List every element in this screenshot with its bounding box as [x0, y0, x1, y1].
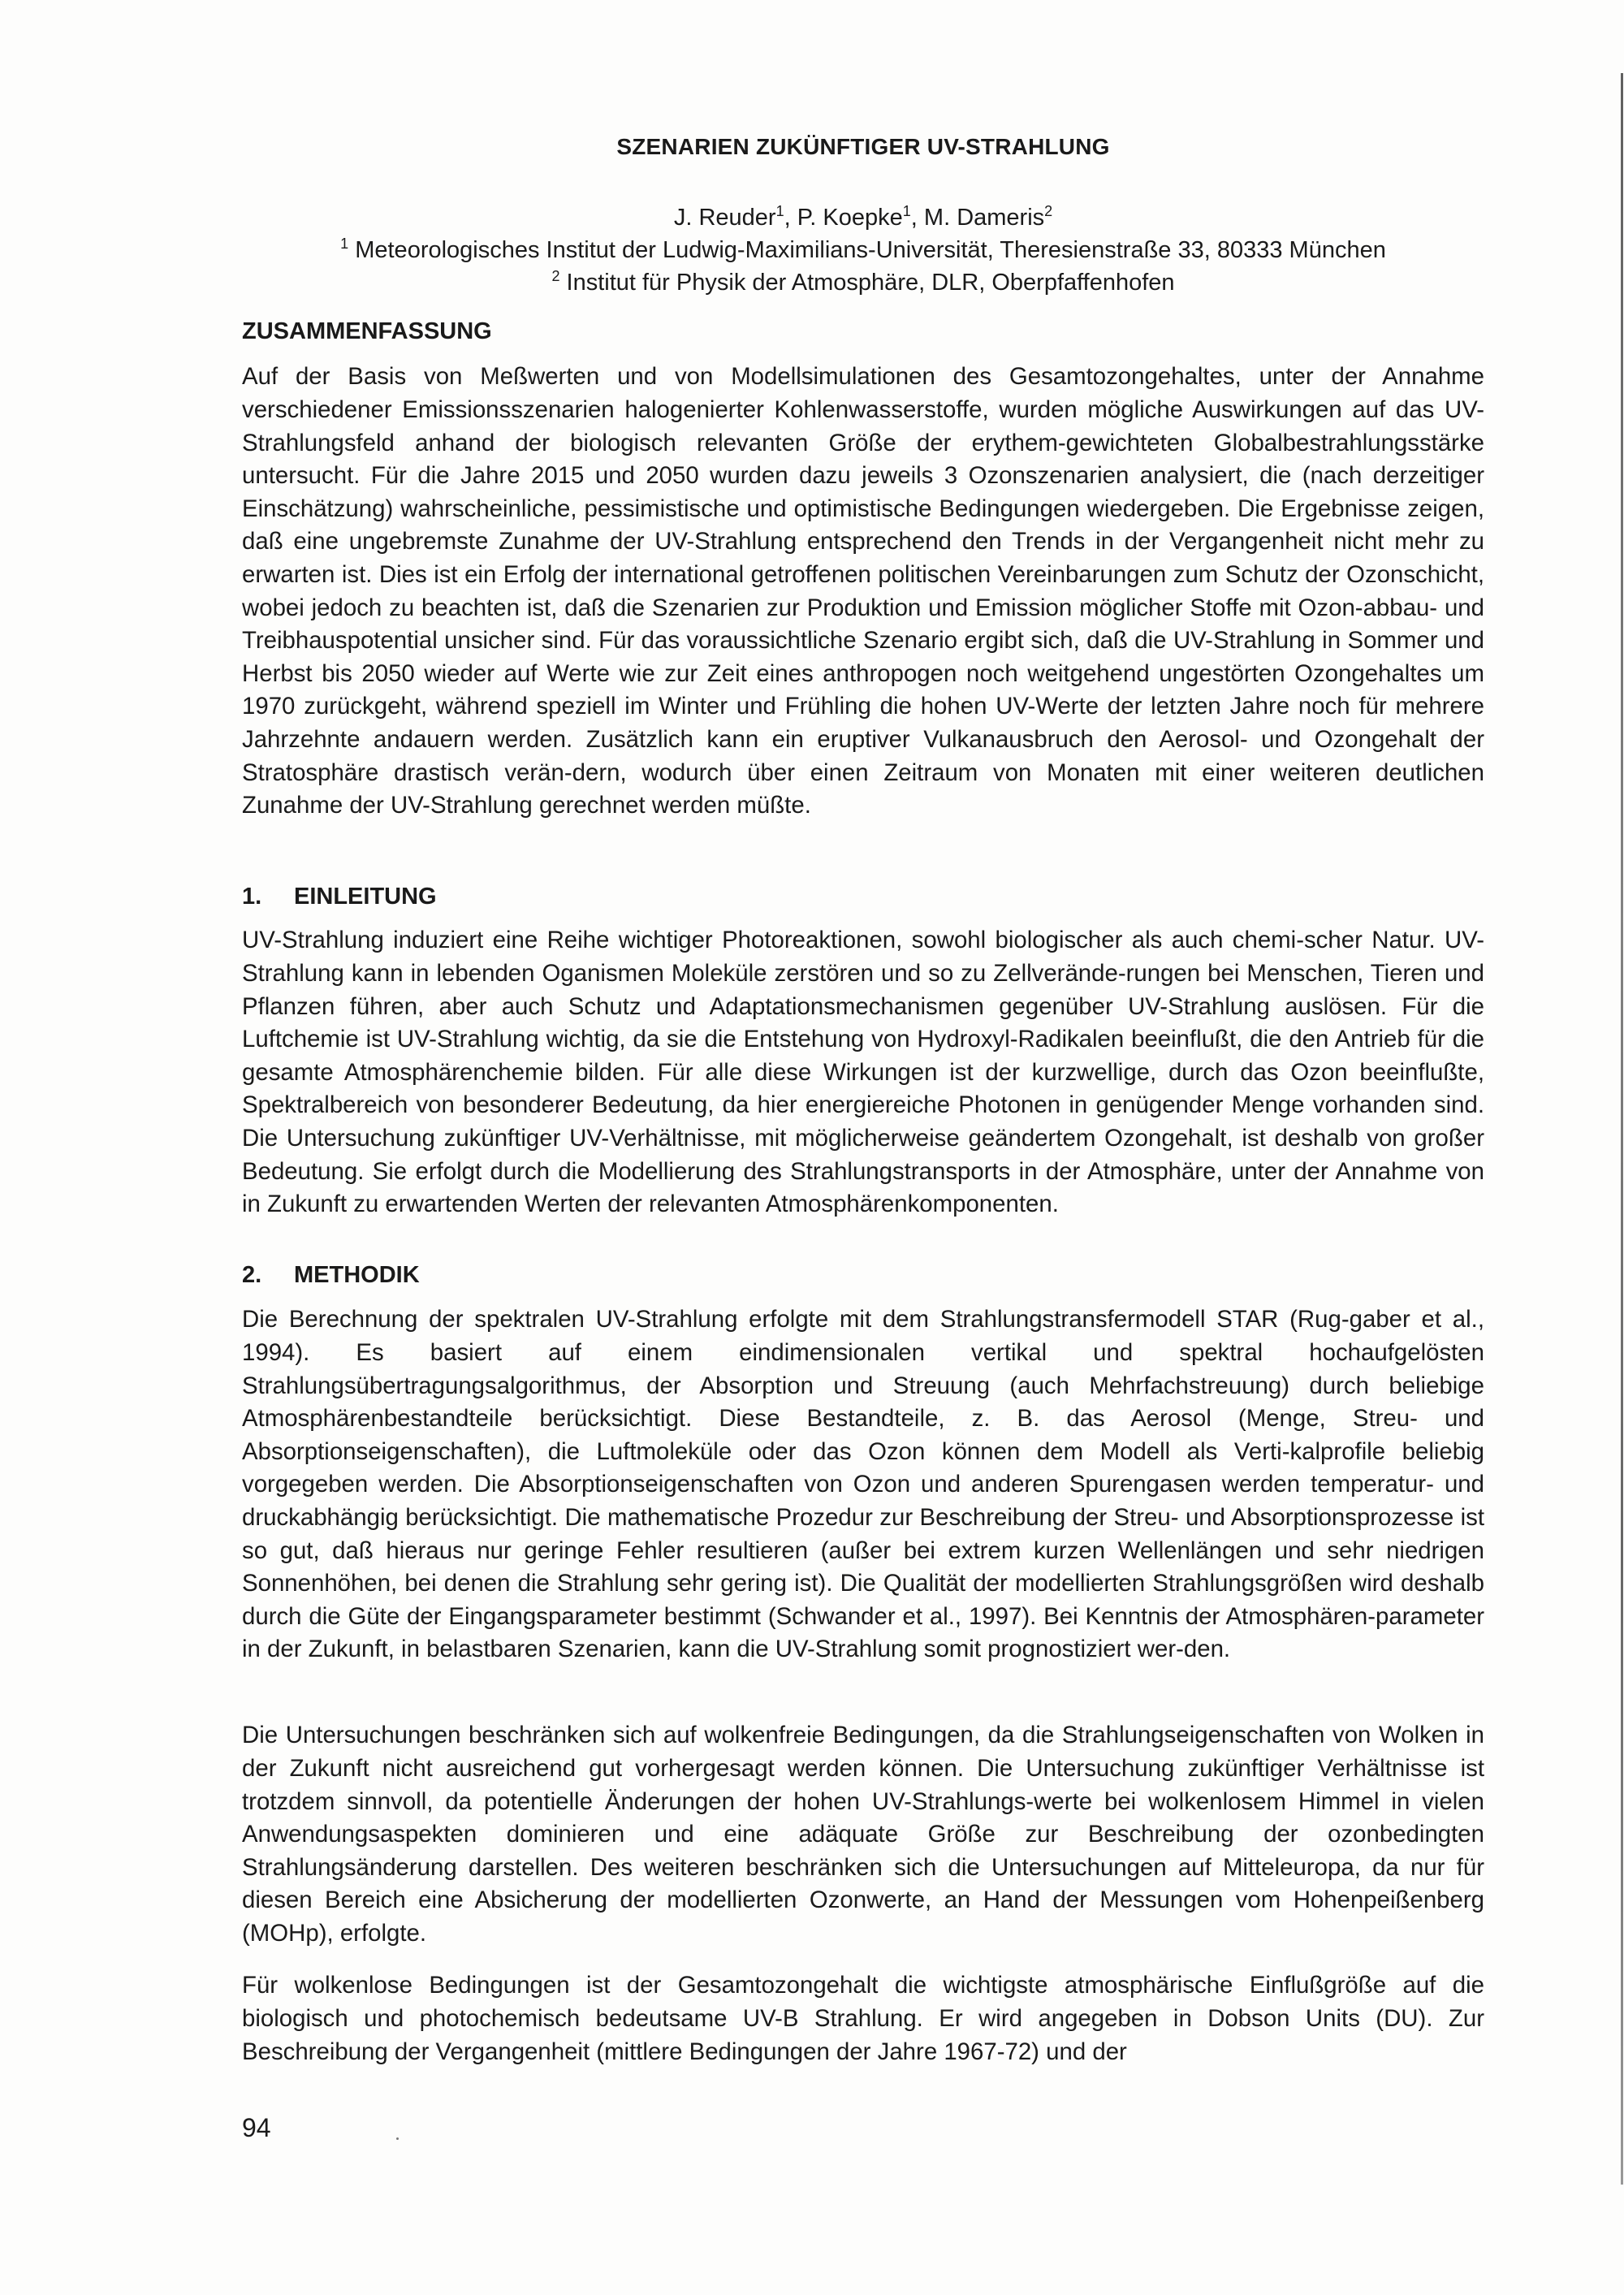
affiliation-text: Meteorologisches Institut der Ludwig-Maximilians-Universität, Theresienstraße 33, 80333 München	[355, 237, 1386, 263]
author-line: J. Reuder$^1$, P. Koepke$^1$, M. Dameris$^2$	[673, 203, 1053, 231]
author-name: P. Koepke	[797, 205, 903, 231]
affiliation-2	[242, 266, 1484, 299]
section-title: METHODIK	[294, 1262, 420, 1288]
page-number: 94	[242, 2113, 271, 2142]
section-heading	[242, 880, 437, 913]
affiliation-sup: 1	[340, 236, 349, 252]
affiliation-sup: 2	[551, 268, 560, 284]
section-title: EINLEITUNG	[294, 884, 437, 910]
summary-heading: ZUSAMMENFASSUNG	[242, 318, 492, 344]
scan-edge-line	[1621, 73, 1623, 2185]
author-sup: 2	[1044, 203, 1053, 219]
affiliation-1	[242, 234, 1484, 266]
section-paragraph: Für wolkenlose Bedingungen ist der Gesamtozongehalt die wichtigste atmosphärische Einflußgröße auf die biologisch und photochemisch bedeutsame UV-B Strahlung. Er wird angegeben in Dobson Units (DU). Zur Beschreibung der Vergangenheit (mittlere Bedingungen der Jahre 1967-72) und der	[242, 1972, 1484, 2065]
section-number: 2.	[242, 1262, 262, 1288]
affiliation-text: Institut für Physik der Atmosphäre, DLR, Oberpfaffenhofen	[566, 270, 1175, 296]
section-paragraph: UV-Strahlung induziert eine Reihe wichtiger Photoreaktionen, sowohl biologischer als auch chemi-scher Natur. UV-Strahlung kann in lebenden Oganismen Moleküle zerstören und so zu Zellverände-rungen bei Menschen, Tieren und Pflanzen führen, aber auch Schutz und Adaptationsmechanismen gegenüber UV-Strahlung auslösen. Für die Luftchemie ist UV-Strahlung wichtig, da sie die Entstehung von Hydroxyl-Radikalen beeinflußt, die den Antrieb für die gesamte Atmosphärenchemie bilden. Für alle diese Wirkungen ist der kurzwellige, durch das Ozon beeinflußte, Spektralbereich von besonderer Bedeutung, da hier energiereiche Photonen in genügender Menge vorhanden sind. Die Untersuchung zukünftiger UV-Verhältnisse, mit möglicherweise geändertem Ozongehalt, ist deshalb von großer Bedeutung. Sie erfolgt durch die Modellierung des Strahlungstransports in der Atmosphäre, unter der Annahme von in Zukunft zu erwartenden Werten der relevanten Atmosphärenkomponenten.	[242, 927, 1484, 1218]
section-paragraph: Die Untersuchungen beschränken sich auf wolkenfreie Bedingungen, da die Strahlungseigenschaften von Wolken in der Zukunft nicht ausreichend gut vorhergesagt werden können. Die Untersuchung zukünftiger Verhältnisse ist trotzdem sinnvoll, da potentielle Änderungen der hohen UV-Strahlungs-werte bei wolkenlosem Himmel in vielen Anwendungsaspekten dominieren und eine adäquate Größe zur Beschreibung der ozonbedingten Strahlungsänderung darstellen. Des weiteren beschränken sich die Untersuchungen auf Mitteleuropa, da nur für diesen Bereich eine Absicherung der modellierten Ozonwerte, an Hand der Messungen vom Hohenpeißenberg (MOHp), erfolgte.	[242, 1722, 1484, 1947]
author-sup: 1	[775, 203, 784, 219]
author-name: J. Reuder	[673, 205, 776, 231]
section-paragraph: Die Berechnung der spektralen UV-Strahlung erfolgte mit dem Strahlungstransfermodell STAR (Rug-gaber et al., 1994). Es basiert auf einem eindimensionalen vertikal und spektral hochaufgelösten Strahlungsübertragungsalgorithmus, der Absorption und Streuung (auch Mehrfachstreuung) durch beliebige Atmosphärenbestandteile berücksichtigt. Diese Bestandteile, z. B. das Aerosol (Menge, Streu- und Absorptionseigenschaften), die Luftmoleküle oder das Ozon können dem Modell als Verti-kalprofile beliebig vorgegeben werden. Die Absorptionseigenschaften von Ozon und anderen Spurengasen werden temperatur- und druckabhängig berücksichtigt. Die mathematische Prozedur zur Beschreibung der Streu- und Absorptionsprozesse ist so gut, daß hieraus nur geringe Fehler resultieren (außer bei extrem kurzen Wellenlängen und sehr niedrigen Sonnenhöhen, bei denen die Strahlung sehr gering ist). Die Qualität der modellierten Strahlungsgrößen wird deshalb durch die Güte der Eingangsparameter bestimmt (Schwander et al., 1997). Bei Kenntnis der Atmosphären-parameter in der Zukunft, in belastbaren Szenarien, kann die UV-Strahlung somit prognostiziert wer-den.	[242, 1306, 1484, 1663]
section-number: 1.	[242, 884, 262, 910]
paper-title: SZENARIEN ZUKÜNFTIGER UV-STRAHLUNG	[616, 134, 1110, 159]
author-sup: 1	[902, 203, 911, 219]
summary-paragraph: Auf der Basis von Meßwerten und von Modellsimulationen des Gesamtozongehaltes, unter der Annahme verschiedener Emissionsszenarien halogenierter Kohlenwasserstoffe, wurden mögliche Auswirkungen auf das UV-Strahlungsfeld anhand der biologisch relevanten Größe der erythem-gewichteten Globalbestrahlungsstärke untersucht. Für die Jahre 2015 und 2050 wurden dazu jeweils 3 Ozonszenarien analysiert, die (nach derzeitiger Einschätzung) wahrscheinliche, pessimistische und optimistische Bedingungen wiedergeben. Die Ergebnisse zeigen, daß eine ungebremste Zunahme der UV-Strahlung entsprechend den Trends in der Vergangenheit nicht mehr zu erwarten ist. Dies ist ein Erfolg der international getroffenen politischen Vereinbarungen zum Schutz der Ozonschicht, wobei jedoch zu beachten ist, daß die Szenarien zur Produktion und Emission möglicher Stoffe mit Ozon-abbau- und Treibhauspotential unsicher sind. Für das voraussichtliche Szenario ergibt sich, daß die UV-Strahlung in Sommer und Herbst bis 2050 wieder auf Werte wie zur Zeit eines anthropogen noch weitgehend ungestörten Ozongehaltes um 1970 zurückgeht, während speziell im Winter und Frühling die hohen UV-Werte der letzten Jahre noch für mehrere Jahrzehnte andauern werden. Zusätzlich kann ein eruptiver Vulkanausbruch den Aerosol- und Ozongehalt der Stratosphäre drastisch verän-dern, wodurch über einen Zeitraum von Monaten mit einer weiteren deutlichen Zunahme der UV-Strahlung gerechnet werden müßte.	[242, 363, 1484, 819]
scan-speck	[396, 2137, 399, 2140]
section-heading	[242, 1259, 420, 1291]
author-name: M. Dameris	[923, 205, 1045, 231]
